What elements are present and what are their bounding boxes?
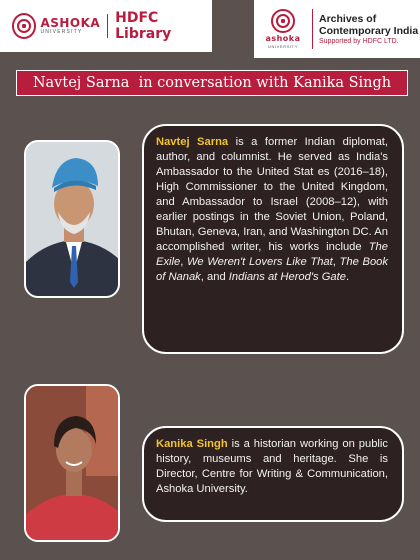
ashoka-seal-icon [12, 13, 36, 39]
event-title: Navtej Sarna in conversation with Kanika Singh [32, 75, 392, 91]
archives-block [312, 9, 418, 49]
ashoka-logo-text [40, 17, 100, 36]
speaker1-work-1: The Exile [156, 241, 388, 268]
logo-divider [107, 14, 108, 38]
kanika-singh-bio [142, 426, 404, 522]
speaker2-name: Kanika Singh [156, 438, 228, 450]
speaker1-sep-1: , [180, 256, 188, 268]
archives-line2: Contemporary India [319, 24, 419, 37]
archives-line1: Archives of [319, 12, 377, 25]
kanika-singh-photo [24, 384, 120, 542]
archives-line3: Supported by HDFC LTD. [319, 37, 399, 45]
speaker1-work-3: The Book of Nanak [156, 256, 388, 283]
speaker1-end: . [345, 271, 350, 283]
university-sub: UNIVERSITY [40, 28, 83, 35]
speaker1-name: Navtej Sarna [156, 136, 229, 148]
title-banner [16, 70, 408, 96]
speaker1-work-4: Indians at Herod's Gate [228, 271, 346, 283]
library-title: HDFC Library [115, 10, 172, 42]
speaker1-work-2: We Weren't Lovers Like That [187, 256, 333, 268]
header-right-logo [254, 0, 420, 58]
portrait-woman-icon [26, 386, 120, 542]
ashoka-right-seal-icon [271, 9, 295, 33]
speaker1-bio-text: is a former Indian diplomat, author, and columnist. He served as India's Ambassador to the United Stat es (2016–18), High Commissioner to the United Kingdom, and Ambassador to Israel (2008–12), with earlier postings in the Soviet Union, Poland, Bhutan, Geneva, Iran, and Washington DC. An accomplished writer, his works include [156, 136, 389, 253]
right-university-name: ashoka [265, 34, 301, 43]
navtej-sarna-photo [24, 140, 120, 298]
university-name: ASHOKA [40, 15, 101, 30]
right-university-sub: UNIVERSITY [267, 44, 298, 49]
speaker1-sep-2: , [332, 256, 340, 268]
ashoka-right-logo [262, 9, 304, 49]
speaker2-bio-text: is a historian working on public history, museums and heritage. She is Director, Centre for Writing & Communication, Ashoka University. [156, 438, 388, 495]
header-left-logo [0, 0, 212, 52]
portrait-man-icon [26, 142, 120, 298]
navtej-sarna-bio [142, 124, 404, 354]
speaker1-sep-3: , and [200, 271, 229, 283]
